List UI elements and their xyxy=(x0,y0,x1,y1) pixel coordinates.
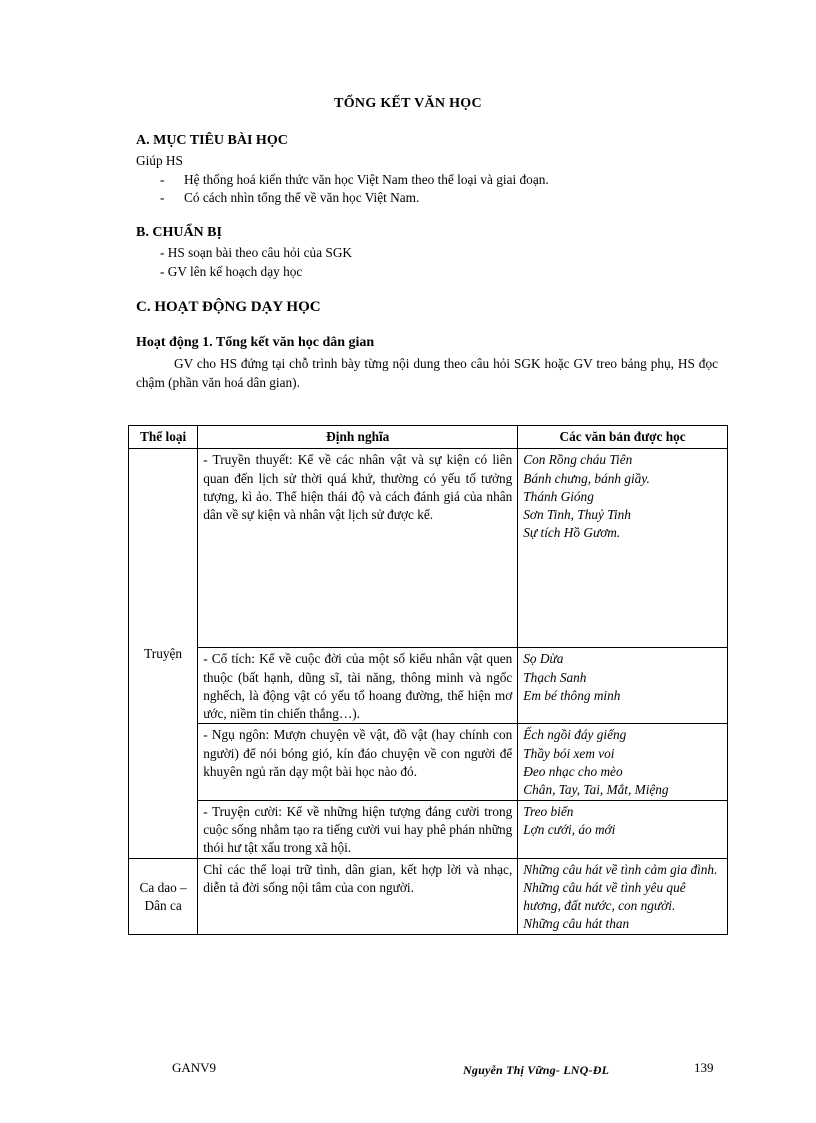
text-item: Đeo nhạc cho mèo xyxy=(523,764,623,780)
text-item: Sự tích Hồ Gươm. xyxy=(523,525,621,541)
section-b-item: - GV lên kế hoạch dạy học xyxy=(160,264,303,279)
section-a-item-text: Hệ thống hoá kiến thức văn học Việt Nam theo thể loại và giai đoạn. xyxy=(184,172,549,187)
text-item: Lợn cưới, áo mới xyxy=(523,821,616,837)
definition-cell: - Cổ tích: Kể về cuộc đời của một số kiểu nhân vật quen thuộc (bất hạnh, dũng sĩ, tài năng, thông minh và ngốc nghếch, là động vật có yếu tố hoang đường, thể hiện mơ ước, niềm tin chiến thắng…). xyxy=(198,648,518,724)
genre-cell: Ca dao – Dân ca xyxy=(129,858,198,934)
section-c-heading: C. HOẠT ĐỘNG DẠY HỌC xyxy=(136,299,321,315)
table-row xyxy=(129,449,728,648)
text-item: Sơn Tinh, Thuỷ Tinh xyxy=(523,507,631,523)
section-a-intro: Giúp HS xyxy=(136,153,183,168)
text-item: Sọ Dừa xyxy=(523,651,564,667)
text-item: Thạch Sanh xyxy=(523,669,587,685)
text-item: Con Rồng cháu Tiên xyxy=(523,452,633,468)
footer-signature: Nguyễn Thị Vững- LNQ-ĐL xyxy=(463,1063,610,1077)
table-row xyxy=(129,648,728,724)
texts-cell xyxy=(518,800,728,858)
header-definition: Định nghĩa xyxy=(198,426,518,449)
section-b-item: - HS soạn bài theo câu hỏi của SGK xyxy=(160,245,353,260)
text-item: Chân, Tay, Tai, Mắt, Miệng xyxy=(523,782,669,798)
section-a-heading: A. MỤC TIÊU BÀI HỌC xyxy=(136,133,288,148)
genre-table xyxy=(128,425,728,935)
page-number: 139 xyxy=(694,1060,714,1075)
definition-cell: - Truyền thuyết: Kể về các nhân vật và sự kiện có liên quan đến lịch sử thời quá khứ, thường có yếu tố tưởng tượng, kì ảo. Thể hiện thái độ và cách đánh giá của nhân dân về sự kiện và nhân vật lịch sử được kể. xyxy=(198,449,518,648)
text-item: Em bé thông minh xyxy=(523,687,621,703)
text-item: Bánh chưng, bánh giầy. xyxy=(523,470,650,486)
table-row xyxy=(129,858,728,934)
activity1-paragraph: GV cho HS đứng tại chỗ trình bày từng nội dung theo câu hỏi SGK hoặc GV treo bảng phụ, HS đọc chậm (phần văn hoá dân gian). xyxy=(136,356,718,390)
section-a-item: - Hệ thống hoá kiến thức văn học Việt Nam theo thể loại và giai đoạn. xyxy=(160,172,549,187)
text-item: Những câu hát về tình cảm gia đình. xyxy=(523,861,718,877)
texts-cell xyxy=(518,449,728,648)
definition-cell: - Ngụ ngôn: Mượn chuyện về vật, đồ vật (hay chính con người) để nói bóng gió, kín đáo chuyện về con người để khuyên ngủ răn dạy một bài học nào đó. xyxy=(198,724,518,800)
section-a-item: - Có cách nhìn tổng thể về văn học Việt Nam. xyxy=(160,190,420,205)
text-item: Treo biển xyxy=(523,803,574,819)
text-item: Ếch ngồi đáy giếng xyxy=(523,727,627,743)
footer-code: GANV9 xyxy=(172,1060,217,1075)
text-item: Những câu hát than xyxy=(523,916,630,932)
table-row xyxy=(129,724,728,800)
text-item: Những câu hát về tình yêu quê hương, đất nước, con người. xyxy=(523,879,686,914)
text-item: Thánh Gióng xyxy=(523,488,594,504)
texts-cell xyxy=(518,858,728,934)
texts-cell xyxy=(518,648,728,724)
text-item: Thầy bói xem voi xyxy=(523,745,615,761)
page-title: TỔNG KẾT VĂN HỌC xyxy=(334,96,482,111)
texts-cell xyxy=(518,724,728,800)
definition-cell: Chỉ các thể loại trữ tình, dân gian, kết hợp lời và nhạc, diễn tả đời sống nội tâm của con người. xyxy=(198,858,518,934)
section-a-item-text: Có cách nhìn tổng thể về văn học Việt Nam. xyxy=(184,190,420,205)
header-texts: Các văn bản được học xyxy=(518,426,728,449)
table-row xyxy=(129,800,728,858)
table-header-row xyxy=(129,426,728,449)
header-genre: Thể loại xyxy=(129,426,198,449)
section-b-heading: B. CHUẨN BỊ xyxy=(136,225,222,240)
definition-cell: - Truyện cười: Kể về những hiện tượng đáng cười trong cuộc sống nhằm tạo ra tiếng cười vui hay phê phán những thói hư tật xấu trong xã hội. xyxy=(198,800,518,858)
genre-cell: Truyện xyxy=(129,449,198,858)
activity1-heading: Hoạt động 1. Tổng kết văn học dân gian xyxy=(136,335,375,350)
